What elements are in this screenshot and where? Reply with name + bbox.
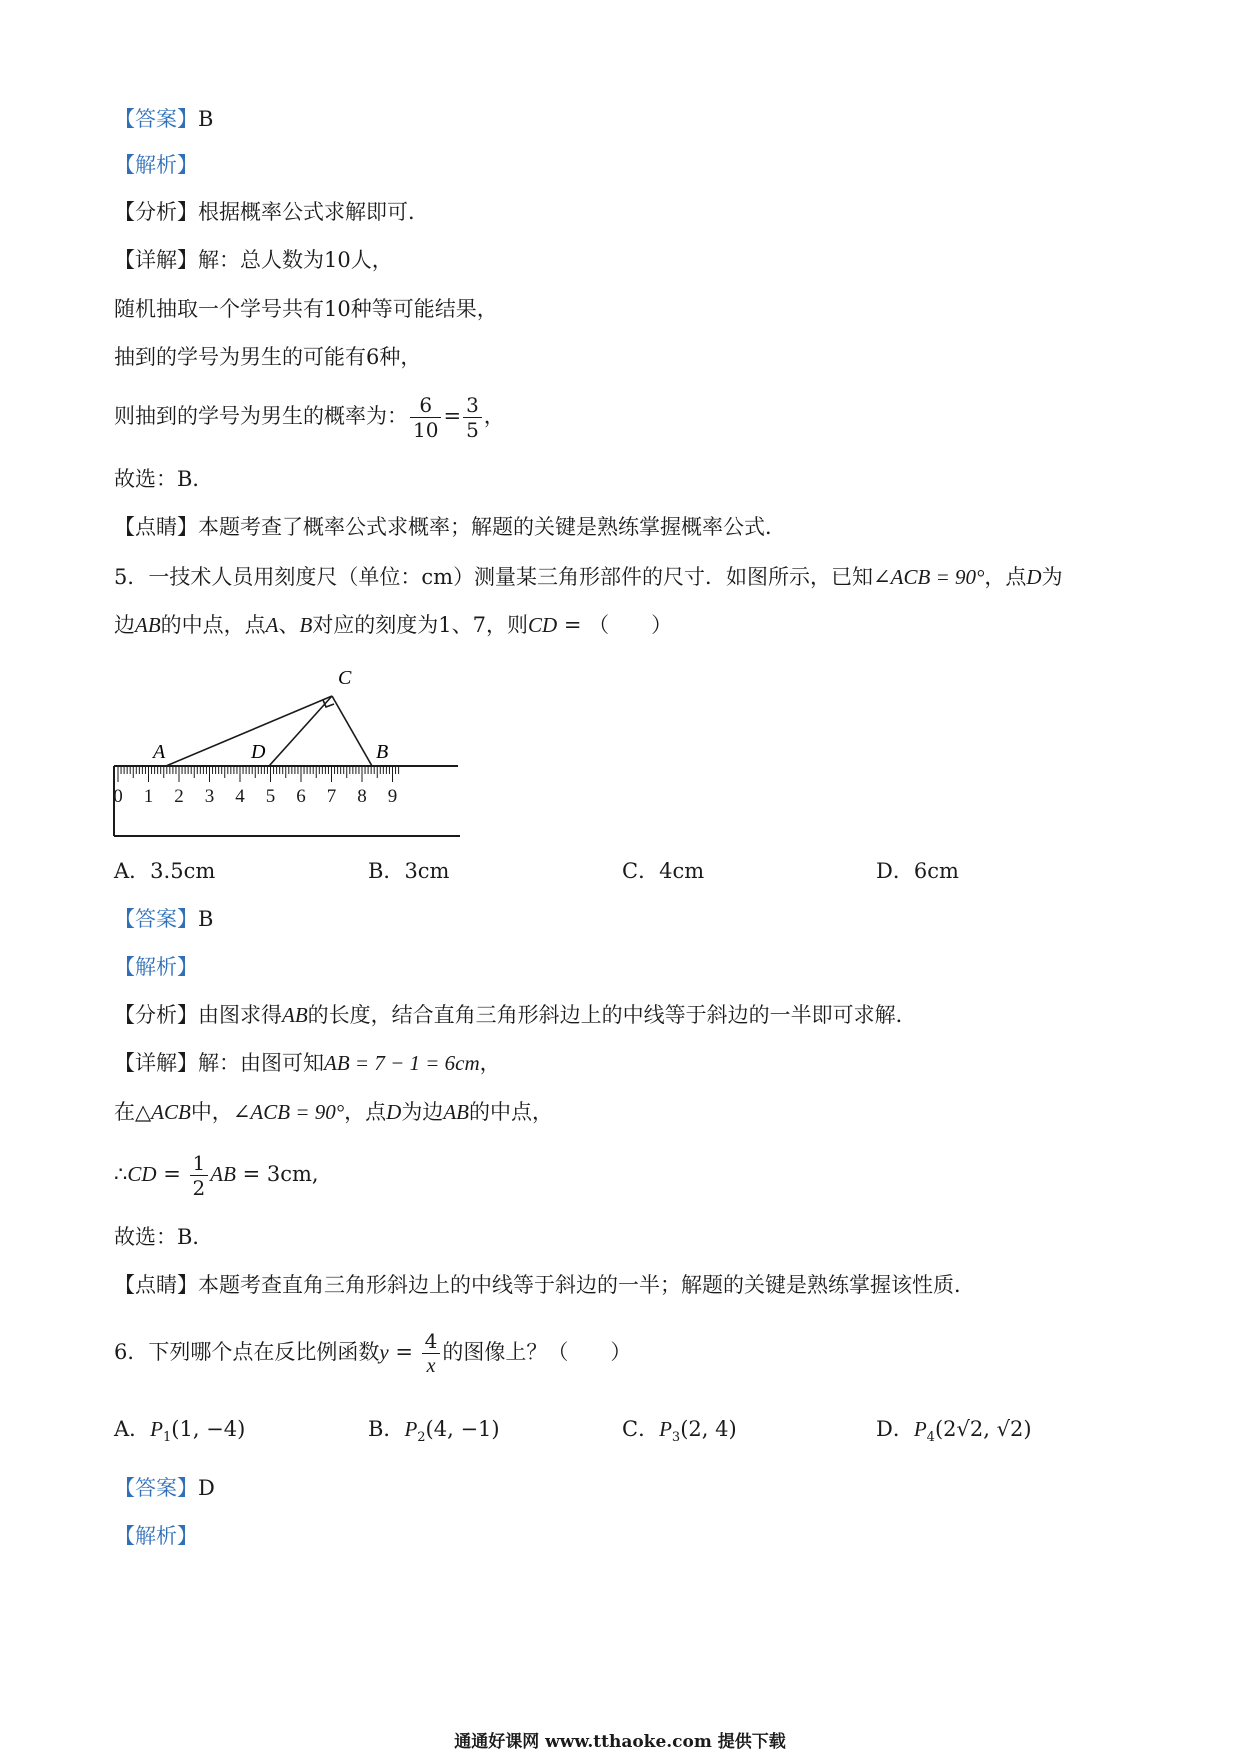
stem-text: 的中点，点 — [160, 613, 266, 637]
frac-den: 10 — [413, 418, 439, 442]
option-letter: A． — [114, 1417, 151, 1441]
point-d: D — [386, 1100, 402, 1124]
unit-cm: cm — [421, 565, 454, 589]
ruler-number: 2 — [174, 786, 184, 807]
fenxi-text: 根据概率公式求解即可． — [198, 200, 429, 224]
ruler-number: 1 — [143, 786, 154, 807]
jiexi-tag: 【解析】 — [114, 1524, 198, 1548]
footer-source: 通通好课网 www.tthaoke.com 提供下载 — [454, 1732, 786, 1752]
stem-text: 对应的刻度为1、7，则 — [312, 613, 529, 637]
stem-text: 边 — [114, 613, 135, 637]
q4-line1: 随机抽取一个学号共有10种等可能结果， — [114, 297, 498, 321]
stem-text: 5．一技术人员用刻度尺（单位： — [114, 565, 422, 589]
answer-tag: 【答案】 — [114, 107, 198, 131]
frac-num: 4 — [422, 1329, 441, 1354]
ruler-number: 4 — [235, 786, 245, 807]
jiexi-tag: 【解析】 — [114, 955, 198, 979]
comma: ， — [483, 404, 505, 428]
frac-num: 6 — [410, 393, 441, 418]
option-text: 4cm — [659, 859, 705, 883]
option-text: 6cm — [913, 859, 959, 883]
stem-text: ）测量某三角形部件的尺寸．如图所示，已知 — [453, 565, 874, 589]
answer-value: D — [198, 1476, 215, 1500]
q5-dianjing — [114, 1270, 975, 1300]
ruler-number: 6 — [296, 786, 306, 807]
q4-jiexi-heading — [114, 150, 198, 180]
segment-ab: AB — [443, 1100, 469, 1124]
ruler-number: 0 — [113, 786, 123, 807]
option-letter: B． — [368, 859, 405, 883]
q6-option-b[interactable] — [368, 1414, 500, 1453]
segment-ab: AB — [135, 613, 161, 637]
frac-num: 1 — [190, 1151, 209, 1176]
segment-cd — [269, 696, 332, 766]
fraction-3-5 — [463, 393, 482, 442]
segment-ab: AB — [282, 1003, 308, 1027]
q4-line3-prefix: 则抽到的学号为男生的概率为： — [114, 404, 408, 428]
q4-fenxi — [114, 197, 429, 227]
stem-text: 为 — [1041, 565, 1063, 589]
stem-text: = （ ） — [557, 613, 673, 637]
answer-tag: 【答案】 — [114, 907, 198, 931]
equals-sign: = — [156, 1162, 188, 1186]
q5-option-b[interactable] — [368, 856, 449, 886]
segment-cb — [332, 696, 372, 766]
q4-guxuan: 故选：B． — [114, 467, 214, 491]
therefore-symbol: ∴ — [114, 1162, 128, 1186]
fraction-1-2 — [190, 1151, 209, 1200]
text: 中， — [190, 1100, 233, 1124]
q5-answer — [114, 904, 213, 934]
segment-cd: CD — [127, 1162, 157, 1186]
q5-option-c[interactable] — [622, 856, 704, 886]
label-c: C — [338, 667, 352, 689]
jiexi-tag: 【解析】 — [114, 153, 198, 177]
q4-answer — [114, 104, 213, 134]
xiangjie-tag: 【详解】 — [114, 248, 198, 272]
q5-line1 — [114, 1097, 553, 1127]
fenxi-text: 由图求得 — [198, 1003, 282, 1027]
q5-guxuan: 故选：B． — [114, 1225, 214, 1249]
point-a: A — [265, 613, 279, 637]
text: = 3cm, — [235, 1162, 319, 1186]
q5-stem-line1 — [114, 562, 1063, 592]
label-a: A — [153, 741, 166, 763]
q6-answer — [114, 1473, 215, 1503]
frac-num: 3 — [463, 393, 482, 418]
text: 的中点， — [468, 1100, 553, 1124]
q5-jiexi-heading — [114, 952, 198, 982]
xiangjie-tag: 【详解】 — [114, 1051, 198, 1075]
q6-jiexi-heading — [114, 1521, 198, 1551]
q4-line2: 抽到的学号为男生的可能有6种， — [114, 345, 422, 369]
label-d: D — [251, 741, 266, 763]
option-text: 3.5cm — [150, 859, 216, 883]
angle-expr: ∠ACB = 90° — [873, 565, 985, 589]
triangle — [166, 696, 372, 766]
stem-text: 6．下列哪个点在反比例函数 — [114, 1340, 380, 1364]
xiangjie-expr: AB = 7 − 1 = 6cm — [324, 1051, 480, 1075]
q6-option-d[interactable] — [876, 1414, 1032, 1453]
subscript: 1 — [163, 1430, 172, 1446]
ruler — [114, 766, 460, 836]
answer-value: B — [198, 907, 214, 931]
q6-option-c[interactable] — [622, 1414, 737, 1453]
var-y: y — [379, 1340, 389, 1364]
segment-ac — [166, 696, 332, 766]
coords: (2√2, √2) — [934, 1417, 1032, 1441]
triangle-acb: △ACB — [135, 1100, 191, 1124]
dianjing-tag: 【点睛】 — [114, 1273, 198, 1297]
point-p: P — [913, 1417, 927, 1441]
dianjing-text: 本题考查了概率公式求概率；解题的关键是熟练掌握概率公式． — [198, 515, 786, 539]
q6-option-a[interactable] — [114, 1414, 245, 1453]
subscript: 2 — [417, 1430, 426, 1446]
subscript: 3 — [671, 1430, 681, 1446]
q4-xiangjie — [114, 245, 393, 275]
xiangjie-text: 解：由图可知 — [198, 1051, 324, 1075]
coords: (2, 4) — [680, 1417, 737, 1441]
comma: ， — [479, 1051, 501, 1075]
stem-text: 的图像上？（ ） — [442, 1340, 632, 1364]
dianjing-tag: 【点睛】 — [114, 515, 198, 539]
q6-stem — [114, 1324, 631, 1380]
ruler-number: 3 — [204, 786, 215, 807]
point-p: P — [150, 1417, 163, 1441]
segment-ab: AB — [210, 1162, 236, 1186]
equals-sign: = — [443, 404, 462, 428]
q5-stem-line2 — [114, 610, 672, 640]
option-letter: A． — [114, 859, 151, 883]
option-letter: C． — [622, 859, 660, 883]
segment-cd: CD — [528, 613, 558, 637]
point-p: P — [404, 1417, 418, 1441]
coords: (1, −4) — [171, 1417, 246, 1441]
coords: (4, −1) — [425, 1417, 500, 1441]
frac-den: x — [426, 1355, 436, 1377]
ruler-number: 8 — [357, 786, 367, 807]
equals-sign: = — [388, 1340, 420, 1364]
text: 为边 — [401, 1100, 444, 1124]
subscript: 4 — [926, 1430, 935, 1446]
q4-line3 — [114, 392, 505, 442]
stem-text: 、 — [278, 613, 300, 637]
q5-fenxi — [114, 1000, 917, 1030]
option-letter: D． — [876, 859, 914, 883]
stem-text: ，点 — [984, 565, 1027, 589]
q5-xiangjie — [114, 1048, 501, 1078]
dianjing-text: 本题考查直角三角形斜边上的中线等于斜边的一半；解题的关键是熟练掌握该性质． — [198, 1273, 975, 1297]
ruler-number: 7 — [326, 786, 337, 807]
fraction-4-x — [422, 1329, 441, 1378]
fraction-6-10 — [410, 393, 441, 442]
frac-den: 2 — [192, 1176, 206, 1200]
answer-tag: 【答案】 — [114, 1476, 198, 1500]
ruler-triangle-figure — [108, 662, 468, 840]
q5-option-d[interactable] — [876, 856, 959, 886]
fenxi-tag: 【分析】 — [114, 200, 198, 224]
fenxi-tag: 【分析】 — [114, 1003, 198, 1027]
ruler-number: 5 — [265, 786, 276, 807]
option-letter: B． — [368, 1417, 405, 1441]
fenxi-text: 的长度，结合直角三角形斜边上的中线等于斜边的一半即可求解． — [307, 1003, 917, 1027]
frac-den: 5 — [466, 418, 479, 442]
option-letter: C． — [622, 1417, 660, 1441]
angle-expr: ∠ACB = 90° — [232, 1100, 345, 1124]
answer-value: B — [198, 107, 214, 131]
point-d: D — [1026, 565, 1042, 589]
xiangjie-text: 解：总人数为10人， — [198, 248, 393, 272]
point-b: B — [299, 613, 313, 637]
q4-dianjing — [114, 512, 786, 542]
text: ，点 — [344, 1100, 387, 1124]
point-p: P — [659, 1417, 672, 1441]
ruler-number: 9 — [387, 786, 398, 807]
option-letter: D． — [876, 1417, 914, 1441]
q5-option-a[interactable] — [114, 856, 215, 886]
ruler-numbers — [113, 786, 397, 807]
ruler-ticks — [118, 766, 399, 782]
text: 在 — [114, 1100, 135, 1124]
q5-line2 — [114, 1146, 319, 1202]
label-b: B — [376, 741, 389, 763]
option-text: 3cm — [404, 859, 450, 883]
